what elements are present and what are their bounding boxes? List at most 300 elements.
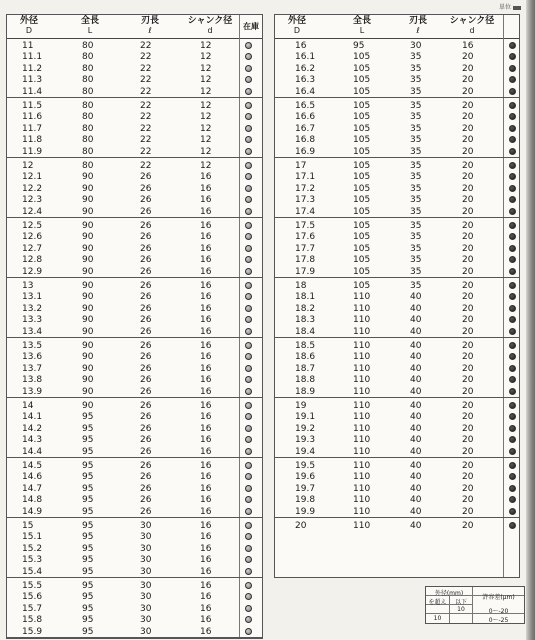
length-cell: 95 [82, 592, 94, 603]
blade-length-cell: 30 [140, 626, 152, 637]
diameter-cell: 14.8 [22, 495, 43, 506]
blade-length-cell: 35 [410, 206, 422, 217]
stock-indicator-icon [245, 88, 252, 95]
stock-indicator-icon [245, 388, 252, 395]
blade-length-cell: 26 [140, 483, 152, 494]
blade-length-cell: 40 [410, 386, 422, 397]
table-row [275, 374, 519, 386]
length-cell: 95 [82, 483, 94, 494]
table-row [7, 603, 262, 615]
table-header [7, 15, 262, 39]
length-cell: 90 [82, 341, 94, 351]
shank-cell: 16 [200, 435, 212, 446]
shank-cell: 16 [200, 532, 212, 543]
table-row [275, 146, 519, 158]
tolerance-header-under: 以下 [454, 599, 467, 606]
diameter-cell: 12.7 [22, 243, 43, 254]
row-group [7, 218, 262, 278]
blade-length-cell: 30 [140, 566, 152, 577]
diameter-cell: 13 [22, 281, 34, 291]
diameter-cell: 16.5 [295, 101, 316, 111]
table-row [275, 111, 519, 123]
table-row [7, 183, 262, 195]
shank-cell: 16 [200, 412, 212, 423]
table-row [275, 220, 519, 232]
shank-cell: 20 [462, 232, 474, 243]
length-cell: 105 [353, 172, 371, 183]
stock-indicator-icon [245, 508, 252, 515]
length-cell: 110 [353, 326, 371, 337]
table-row [7, 254, 262, 266]
length-cell: 90 [82, 363, 94, 374]
stock-indicator-icon [245, 485, 252, 492]
stock-indicator-icon [509, 508, 516, 515]
shank-cell: 20 [462, 206, 474, 217]
table-row [7, 243, 262, 255]
length-cell: 105 [353, 221, 371, 231]
length-cell: 90 [82, 206, 94, 217]
stock-indicator-icon [245, 282, 252, 289]
length-cell: 105 [353, 206, 371, 217]
diameter-cell: 13.5 [22, 341, 43, 351]
table-row [275, 183, 519, 195]
length-cell: 95 [353, 41, 365, 51]
stock-indicator-icon [509, 376, 516, 383]
blade-length-cell: 30 [140, 543, 152, 554]
table-row [7, 63, 262, 75]
stock-indicator-icon [245, 593, 252, 600]
row-group [275, 158, 519, 218]
length-cell: 105 [353, 86, 371, 97]
length-cell: 110 [353, 315, 371, 326]
length-cell: 95 [82, 532, 94, 543]
table-row [275, 520, 519, 532]
length-cell: 80 [82, 135, 94, 146]
shank-cell: 16 [200, 363, 212, 374]
length-cell: 110 [353, 472, 371, 483]
blade-length-cell: 35 [410, 161, 422, 171]
shank-cell: 20 [462, 86, 474, 97]
length-cell: 110 [353, 435, 371, 446]
stock-indicator-icon [245, 102, 252, 109]
diameter-cell: 11.6 [22, 112, 43, 123]
length-cell: 110 [353, 303, 371, 314]
blade-length-cell: 40 [410, 423, 422, 434]
diameter-cell: 18.3 [295, 315, 316, 326]
shank-cell: 20 [462, 135, 474, 146]
shank-cell: 20 [462, 243, 474, 254]
length-cell: 95 [82, 435, 94, 446]
length-cell: 110 [353, 506, 371, 517]
shank-cell: 20 [462, 483, 474, 494]
diameter-cell: 12.3 [22, 195, 43, 206]
shank-cell: 16 [200, 341, 212, 351]
diameter-cell: 18.4 [295, 326, 316, 337]
stock-indicator-icon [509, 196, 516, 203]
blade-length-cell: 30 [140, 603, 152, 614]
shank-cell: 16 [200, 206, 212, 217]
diameter-cell: 19.8 [295, 495, 316, 506]
stock-indicator-icon [509, 53, 516, 60]
blade-length-cell: 35 [410, 232, 422, 243]
blade-length-cell: 40 [410, 352, 422, 363]
diameter-cell: 13.6 [22, 352, 43, 363]
shank-cell: 20 [462, 401, 474, 411]
size-table-right [274, 14, 520, 578]
shank-cell: 20 [462, 292, 474, 303]
length-cell: 90 [82, 255, 94, 266]
shank-cell: 16 [200, 603, 212, 614]
stock-indicator-icon [245, 208, 252, 215]
table-row [7, 231, 262, 243]
table-row [7, 520, 262, 532]
table-row [275, 206, 519, 218]
length-cell: 110 [353, 495, 371, 506]
stock-indicator-icon [245, 353, 252, 360]
shank-cell: 16 [200, 566, 212, 577]
tolerance-under: 10 [457, 606, 465, 613]
length-cell: 90 [82, 183, 94, 194]
shank-cell: 16 [200, 626, 212, 637]
table-row [7, 123, 262, 135]
shank-cell: 16 [200, 592, 212, 603]
diameter-cell: 11.7 [22, 123, 43, 134]
length-cell: 105 [353, 52, 371, 63]
blade-length-cell: 26 [140, 315, 152, 326]
diameter-cell: 16.9 [295, 146, 316, 157]
stock-indicator-icon [245, 425, 252, 432]
size-table-left [6, 14, 263, 639]
length-cell: 90 [82, 386, 94, 397]
shank-cell: 20 [462, 63, 474, 74]
length-cell: 105 [353, 266, 371, 277]
length-cell: 95 [82, 566, 94, 577]
blade-length-cell: 35 [410, 146, 422, 157]
length-cell: 95 [82, 506, 94, 517]
diameter-cell: 17.6 [295, 232, 316, 243]
table-row [275, 400, 519, 412]
stock-indicator-icon [245, 365, 252, 372]
table-row [275, 386, 519, 398]
tolerance-table [425, 586, 525, 624]
table-row [275, 483, 519, 495]
row-group [275, 518, 519, 578]
diameter-cell: 17.3 [295, 195, 316, 206]
blade-length-cell: 30 [140, 581, 152, 591]
blade-length-cell: 35 [410, 172, 422, 183]
shank-cell: 20 [462, 521, 474, 531]
diameter-cell: 14.7 [22, 483, 43, 494]
table-row [7, 351, 262, 363]
blade-length-cell: 22 [140, 161, 152, 171]
row-group [275, 458, 519, 518]
shank-cell: 20 [462, 435, 474, 446]
diameter-cell: 11.5 [22, 101, 43, 111]
shank-cell: 20 [462, 412, 474, 423]
shank-cell: 20 [462, 506, 474, 517]
header-length: 全長 L [352, 16, 371, 35]
length-cell: 90 [82, 326, 94, 337]
blade-length-cell: 40 [410, 363, 422, 374]
diameter-cell: 17.5 [295, 221, 316, 231]
diameter-cell: 17.2 [295, 183, 316, 194]
diameter-cell: 15.7 [22, 603, 43, 614]
blade-length-cell: 40 [410, 472, 422, 483]
shank-cell: 12 [200, 63, 212, 74]
diameter-cell: 20 [295, 521, 307, 531]
blade-length-cell: 40 [410, 483, 422, 494]
blade-length-cell: 26 [140, 461, 152, 471]
table-row [7, 506, 262, 518]
diameter-cell: 14 [22, 401, 34, 411]
blade-length-cell: 26 [140, 412, 152, 423]
blade-length-cell: 22 [140, 146, 152, 157]
table-row [275, 351, 519, 363]
length-cell: 105 [353, 232, 371, 243]
blade-length-cell: 26 [140, 206, 152, 217]
stock-indicator-icon [245, 628, 252, 635]
blade-length-cell: 26 [140, 255, 152, 266]
stock-indicator-icon [509, 65, 516, 72]
table-row [7, 86, 262, 98]
row-group [275, 278, 519, 338]
stock-indicator-icon [509, 473, 516, 480]
shank-cell: 16 [200, 446, 212, 457]
length-cell: 110 [353, 292, 371, 303]
stock-indicator-icon [509, 148, 516, 155]
stock-indicator-icon [245, 616, 252, 623]
shank-cell: 20 [462, 375, 474, 386]
stock-indicator-icon [509, 425, 516, 432]
length-cell: 80 [82, 52, 94, 63]
diameter-cell: 13.9 [22, 386, 43, 397]
blade-length-cell: 40 [410, 375, 422, 386]
diameter-cell: 18 [295, 281, 307, 291]
diameter-cell: 15.6 [22, 592, 43, 603]
shank-cell: 20 [462, 221, 474, 231]
diameter-cell: 12.5 [22, 221, 43, 231]
shank-cell: 16 [200, 281, 212, 291]
table-row [7, 363, 262, 375]
length-cell: 95 [82, 495, 94, 506]
stock-indicator-icon [509, 136, 516, 143]
stock-indicator-icon [509, 162, 516, 169]
table-row [275, 243, 519, 255]
length-cell: 90 [82, 352, 94, 363]
stock-indicator-icon [509, 173, 516, 180]
shank-cell: 16 [200, 581, 212, 591]
table-row [7, 74, 262, 86]
shank-cell: 16 [200, 232, 212, 243]
row-group [7, 278, 262, 338]
diameter-cell: 12.1 [22, 172, 43, 183]
diameter-cell: 18.8 [295, 375, 316, 386]
shank-cell: 12 [200, 41, 212, 51]
blade-length-cell: 26 [140, 472, 152, 483]
length-cell: 95 [82, 615, 94, 626]
diameter-cell: 15.3 [22, 555, 43, 566]
shank-cell: 20 [462, 423, 474, 434]
stock-indicator-icon [245, 42, 252, 49]
stock-indicator-icon [245, 462, 252, 469]
row-group [7, 338, 262, 398]
diameter-cell: 18.2 [295, 303, 316, 314]
length-cell: 110 [353, 363, 371, 374]
table-row [275, 134, 519, 146]
diameter-cell: 18.1 [295, 292, 316, 303]
diameter-cell: 13.7 [22, 363, 43, 374]
stock-indicator-icon [245, 402, 252, 409]
diameter-cell: 11.3 [22, 75, 43, 86]
shank-cell: 16 [200, 326, 212, 337]
diameter-cell: 18.6 [295, 352, 316, 363]
blade-length-cell: 22 [140, 63, 152, 74]
table-row [275, 434, 519, 446]
length-cell: 95 [82, 472, 94, 483]
stock-indicator-icon [245, 413, 252, 420]
table-row [7, 434, 262, 446]
shank-cell: 16 [200, 183, 212, 194]
shank-cell: 20 [462, 446, 474, 457]
blade-length-cell: 40 [410, 521, 422, 531]
table-row [275, 460, 519, 472]
length-cell: 95 [82, 543, 94, 554]
length-cell: 80 [82, 112, 94, 123]
blade-length-cell: 26 [140, 183, 152, 194]
table-row [7, 194, 262, 206]
table-row [7, 340, 262, 352]
length-cell: 105 [353, 183, 371, 194]
stock-indicator-icon [509, 316, 516, 323]
table-row [275, 423, 519, 435]
blade-length-cell: 26 [140, 423, 152, 434]
diameter-cell: 18.5 [295, 341, 316, 351]
blade-length-cell: 30 [140, 615, 152, 626]
stock-indicator-icon [245, 342, 252, 349]
blade-length-cell: 35 [410, 52, 422, 63]
shank-cell: 16 [200, 352, 212, 363]
table-row [7, 626, 262, 638]
blade-length-cell: 22 [140, 101, 152, 111]
shank-cell: 16 [200, 521, 212, 531]
blade-length-cell: 26 [140, 352, 152, 363]
diameter-cell: 16.8 [295, 135, 316, 146]
blade-length-cell: 40 [410, 506, 422, 517]
length-cell: 105 [353, 195, 371, 206]
header-stock: 在庫 [243, 22, 259, 31]
shank-cell: 20 [462, 112, 474, 123]
row-group [7, 38, 262, 98]
diameter-cell: 11.4 [22, 86, 43, 97]
stock-indicator-icon [509, 448, 516, 455]
table-row [7, 160, 262, 172]
shank-cell: 20 [462, 326, 474, 337]
shank-cell: 20 [462, 161, 474, 171]
stock-indicator-icon [245, 148, 252, 155]
diameter-cell: 15.9 [22, 626, 43, 637]
table-row [275, 51, 519, 63]
header-blade-length: 刃長 ℓ [408, 16, 427, 35]
diameter-cell: 19.9 [295, 506, 316, 517]
shank-cell: 12 [200, 52, 212, 63]
length-cell: 90 [82, 292, 94, 303]
blade-length-cell: 35 [410, 183, 422, 194]
table-row [7, 326, 262, 338]
length-cell: 90 [82, 266, 94, 277]
table-row [7, 220, 262, 232]
blade-length-cell: 35 [410, 243, 422, 254]
diameter-cell: 14.5 [22, 461, 43, 471]
tolerance-over: 10 [433, 615, 442, 622]
table-row [7, 554, 262, 566]
table-row [275, 123, 519, 135]
diameter-cell: 15 [22, 521, 34, 531]
stock-indicator-icon [245, 173, 252, 180]
shank-cell: 20 [462, 255, 474, 266]
table-row [7, 483, 262, 495]
length-cell: 90 [82, 375, 94, 386]
table-row [275, 506, 519, 518]
row-group [275, 338, 519, 398]
shank-cell: 20 [462, 363, 474, 374]
stock-indicator-icon [509, 365, 516, 372]
table-row [275, 446, 519, 458]
table-row [275, 254, 519, 266]
diameter-cell: 14.9 [22, 506, 43, 517]
table-row [275, 411, 519, 423]
shank-cell: 16 [200, 506, 212, 517]
blade-length-cell: 22 [140, 52, 152, 63]
table-row [7, 543, 262, 555]
shank-cell: 16 [200, 255, 212, 266]
length-cell: 110 [353, 386, 371, 397]
blade-length-cell: 22 [140, 123, 152, 134]
shank-cell: 20 [462, 101, 474, 111]
length-cell: 80 [82, 161, 94, 171]
blade-length-cell: 26 [140, 341, 152, 351]
row-group [275, 98, 519, 158]
blade-length-cell: 22 [140, 86, 152, 97]
stock-indicator-icon [245, 545, 252, 552]
stock-indicator-icon [509, 413, 516, 420]
blade-length-cell: 30 [140, 532, 152, 543]
header-diameter: 外径 D [19, 16, 38, 35]
shank-cell: 16 [200, 543, 212, 554]
length-cell: 105 [353, 63, 371, 74]
blade-length-cell: 22 [140, 112, 152, 123]
length-cell: 95 [82, 461, 94, 471]
stock-indicator-icon [509, 42, 516, 49]
row-group [275, 218, 519, 278]
length-cell: 95 [82, 555, 94, 566]
blade-length-cell: 40 [410, 341, 422, 351]
table-row [7, 531, 262, 543]
stock-indicator-icon [245, 53, 252, 60]
stock-indicator-icon [245, 582, 252, 589]
length-cell: 95 [82, 423, 94, 434]
shank-cell: 16 [200, 195, 212, 206]
length-cell: 105 [353, 161, 371, 171]
length-cell: 80 [82, 101, 94, 111]
shank-cell: 12 [200, 101, 212, 111]
shank-cell: 20 [462, 461, 474, 471]
stock-indicator-icon [509, 185, 516, 192]
length-cell: 110 [353, 483, 371, 494]
stock-indicator-icon [245, 436, 252, 443]
shank-cell: 12 [200, 123, 212, 134]
row-group [7, 578, 262, 638]
table-row [275, 363, 519, 375]
